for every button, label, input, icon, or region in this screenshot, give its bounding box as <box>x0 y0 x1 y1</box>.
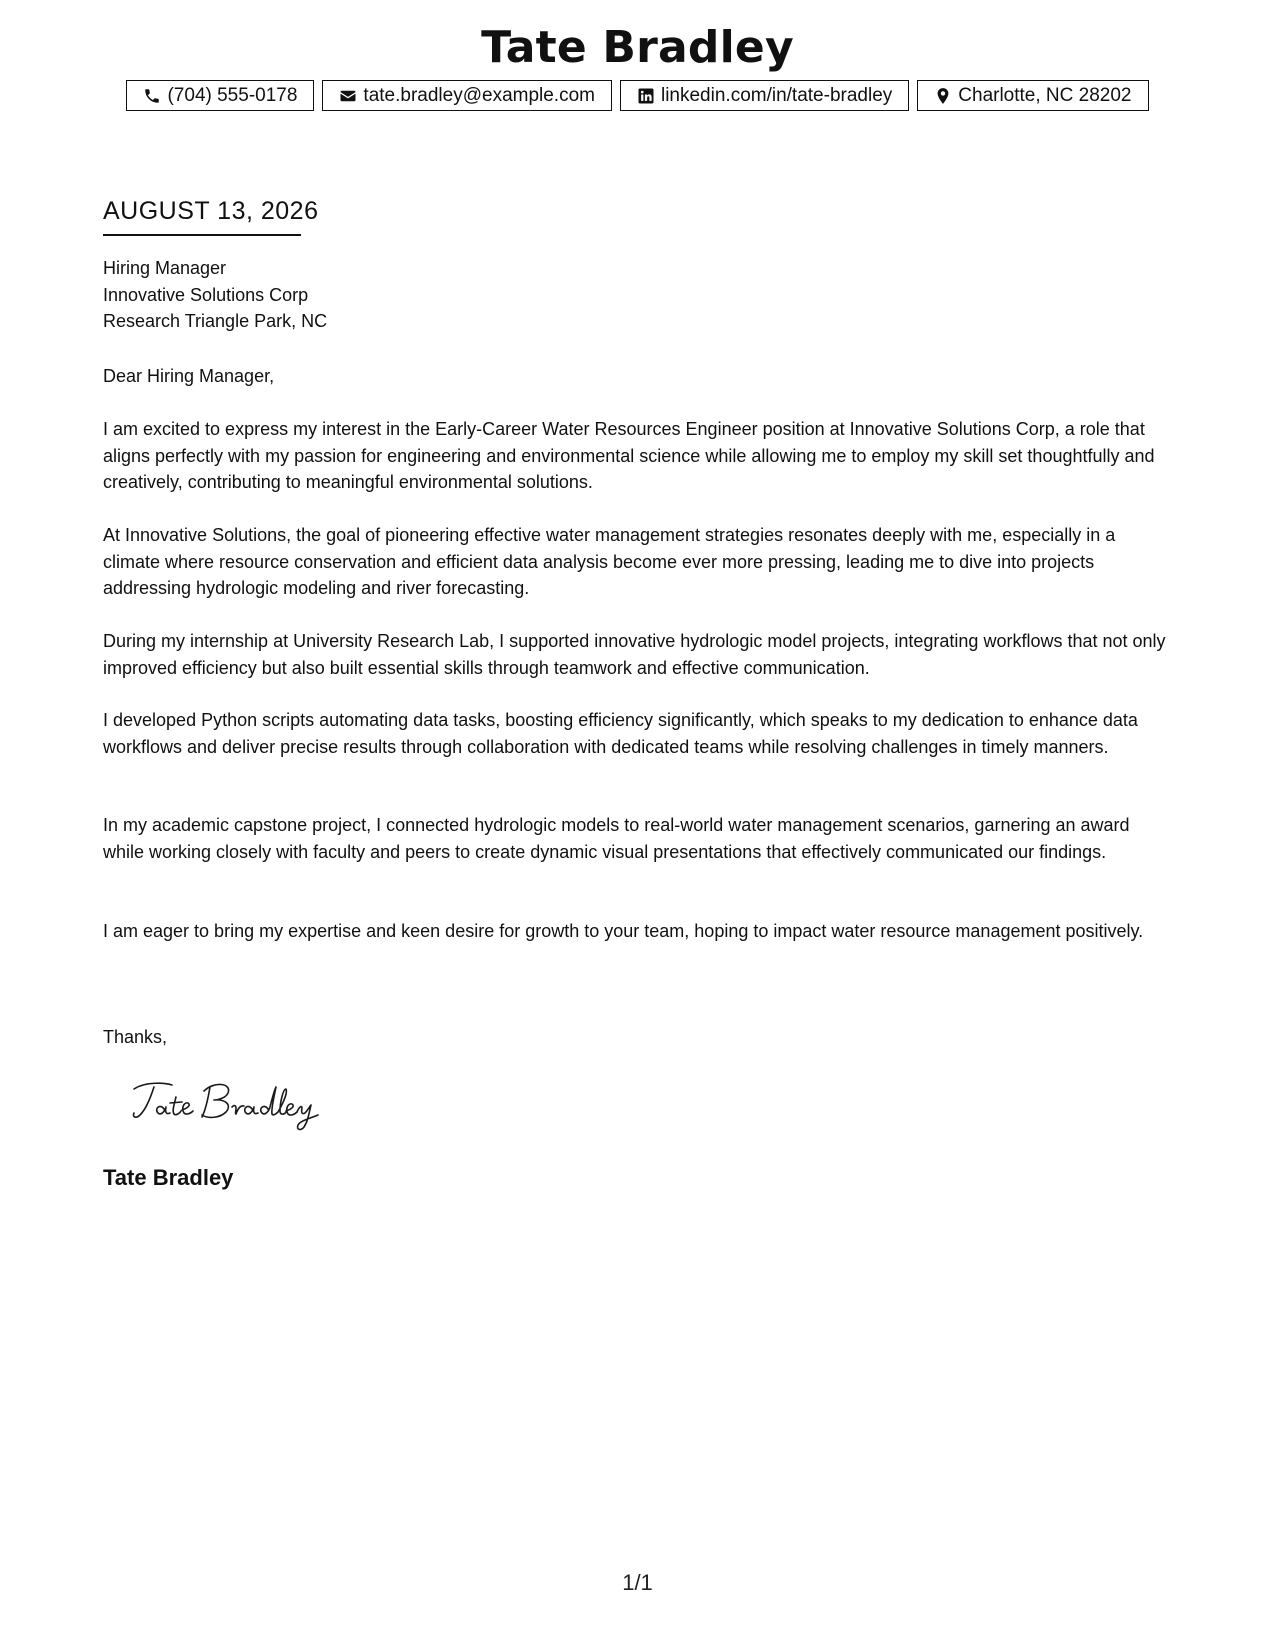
contact-linkedin <box>620 80 909 111</box>
salutation: Dear Hiring Manager, <box>103 366 275 386</box>
body-paragraph: I am excited to express my interest in the Early-Career Water Resources Engineer position at Innovative Solutions Corp, a role that aligns perfectly with my passion for engineering and environmental science while allowing me to employ my skill set thoughtfully and creatively, contributing to meaningful environmental solutions. <box>103 419 1155 492</box>
email-text: tate.bradley@example.com <box>363 84 595 106</box>
body-paragraph: I am eager to bring my expertise and keen desire for growth to your team, hoping to impact water resource management positively. <box>103 921 1144 941</box>
signer-name: Tate Bradley <box>103 1165 234 1190</box>
linkedin-text: linkedin.com/in/tate-bradley <box>660 84 893 106</box>
applicant-name: Tate Bradley <box>481 22 794 73</box>
page-number: 1/1 <box>622 1570 653 1595</box>
closing: Thanks, <box>103 1027 168 1047</box>
letter-date: AUGUST 13, 2026 <box>103 197 319 225</box>
date-underline <box>103 234 301 236</box>
phone-text: (704) 555-0178 <box>167 84 298 106</box>
body-paragraph: In my academic capstone project, I connected hydrologic models to real-world water management scenarios, garnering an award while working closely with faculty and peers to create dynamic visual presentations that effectively communicated our findings. <box>103 815 1130 862</box>
recipient-line: Innovative Solutions Corp <box>103 284 309 305</box>
recipient-address <box>103 255 1175 335</box>
date-block <box>103 196 318 236</box>
recipient-line: Research Triangle Park, NC <box>103 311 328 331</box>
body-paragraph: During my internship at University Research Lab, I supported innovative hydrologic model projects, integrating workflows that not only improved efficiency but also built essential skills through teamwork and effective communication. <box>103 631 1166 678</box>
map-pin-icon <box>934 87 952 105</box>
phone-icon <box>143 87 161 105</box>
envelope-icon <box>339 87 357 105</box>
contact-phone <box>126 80 314 111</box>
body-paragraph: I developed Python scripts automating data tasks, boosting efficiency significantly, which speaks to my dedication to enhance data workflows and deliver precise results through collaboration with dedicated teams while resolving challenges in timely manners. <box>103 710 1138 757</box>
body-paragraph: At Innovative Solutions, the goal of pioneering effective water management strategies resonates deeply with me, especially in a climate where resource conservation and efficient data analysis become ever more pressing, leading me to dive into projects addressing hydrologic modeling and river forecasting. <box>103 525 1116 598</box>
linkedin-icon <box>637 87 655 105</box>
handwritten-signature <box>128 1075 338 1133</box>
contact-bar <box>0 80 1275 111</box>
contact-email <box>322 80 612 111</box>
recipient-line: Hiring Manager <box>103 258 227 278</box>
location-text: Charlotte, NC 28202 <box>958 84 1132 106</box>
contact-location <box>917 80 1148 111</box>
